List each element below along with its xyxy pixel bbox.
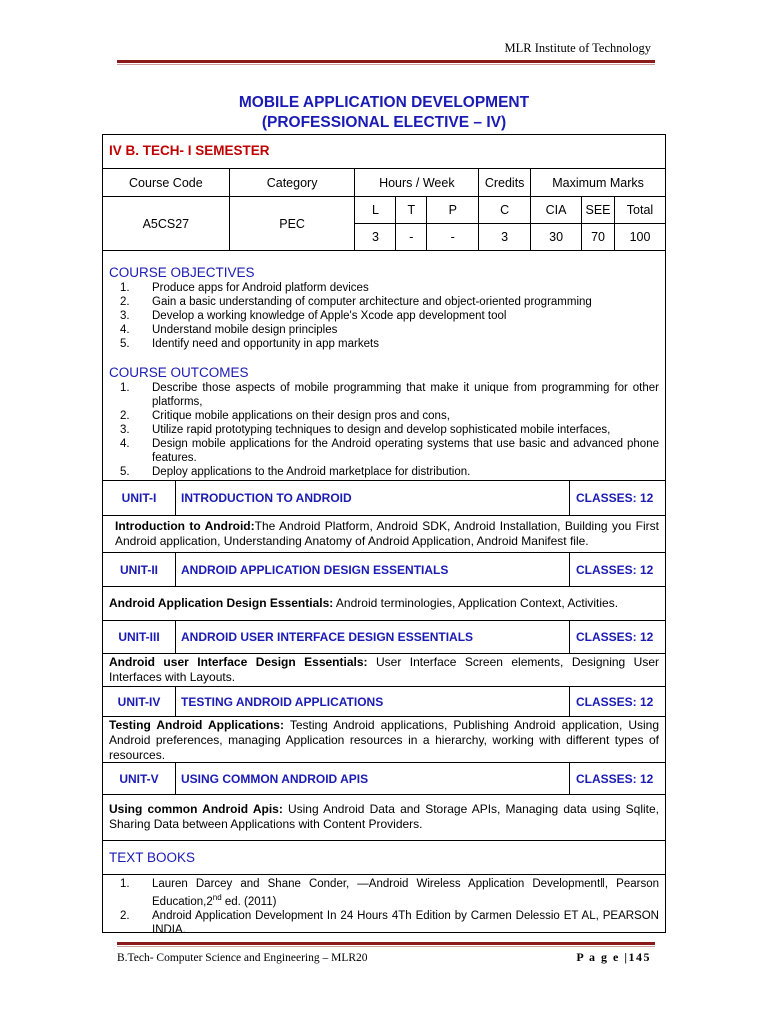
footer-program: B.Tech- Computer Science and Engineering – MLR20	[117, 952, 368, 964]
t-value: -	[396, 224, 427, 251]
course-title: MOBILE APPLICATION DEVELOPMENT	[238, 94, 530, 111]
unit-classes: CLASSES: 12	[576, 694, 654, 709]
list-item: 5. Identify need and opportunity in app markets	[120, 338, 379, 350]
th-max-marks: Maximum Marks	[531, 169, 666, 197]
list-item: 3. Utilize rapid prototyping techniques to design and develop sophisticated mobile interfaces,	[120, 424, 611, 436]
th-c: C	[479, 197, 531, 224]
th-l: L	[355, 197, 396, 224]
unit-row-2	[102, 552, 666, 587]
category-value: PEC	[229, 197, 355, 251]
th-category: Category	[229, 169, 355, 197]
unit-row-3	[102, 620, 666, 654]
th-t: T	[396, 197, 427, 224]
semester-label: IV B. TECH- I SEMESTER	[109, 143, 270, 158]
footer-rule	[117, 942, 655, 945]
unit-label: UNIT-IV	[103, 687, 176, 716]
th-cia: CIA	[531, 197, 582, 224]
course-subtitle: (PROFESSIONAL ELECTIVE – IV)	[261, 114, 507, 131]
unit-classes: CLASSES: 12	[576, 491, 654, 505]
unit-row-5	[102, 762, 666, 795]
outcomes-list	[109, 381, 659, 479]
th-total: Total	[615, 197, 666, 224]
unit-label: UNIT-V	[103, 763, 176, 794]
unit-description-5: Using common Android Apis: Using Android Data and Storage APIs, Managing data using Sqlite, Sharing Data between Applications with Content Providers.	[102, 795, 666, 840]
unit-title: TESTING ANDROID APPLICATIONS	[175, 687, 570, 716]
footer-page: P a g e |145	[576, 950, 651, 964]
unit-description-1: Introduction to Android:The Android Platform, Android SDK, Android Installation, Building you First Android application, Understanding Anatomy of Android Application, Android Manifest file.	[102, 516, 666, 552]
objectives-list	[109, 281, 659, 351]
outcomes-heading: COURSE OUTCOMES	[109, 365, 249, 380]
l-value: 3	[355, 224, 396, 251]
textbooks-heading: TEXT BOOKS	[109, 850, 196, 865]
semester-box	[102, 134, 666, 169]
p-value: -	[427, 224, 479, 251]
list-item: 4. Design mobile applications for the Android operating systems that use basic and advanced phone features.	[120, 438, 659, 464]
unit-classes: CLASSES: 12	[576, 562, 654, 577]
cia-value: 30	[531, 224, 582, 251]
list-item: 1. Lauren Darcey and Shane Conder, ―Android Wireless Application Development‖, Pearson Education,2nd ed. (2011)	[120, 878, 659, 908]
th-p: P	[427, 197, 479, 224]
list-item: 3. Develop a working knowledge of Apple's Xcode app development tool	[120, 310, 507, 322]
unit-label: UNIT-II	[103, 553, 176, 586]
th-course-code: Course Code	[103, 169, 230, 197]
course-code-value: A5CS27	[103, 197, 230, 251]
th-see: SEE	[582, 197, 615, 224]
list-item: 2. Gain a basic understanding of computer architecture and object-oriented programming	[120, 296, 592, 308]
unit-title: ANDROID APPLICATION DESIGN ESSENTIALS	[175, 553, 570, 586]
c-value: 3	[479, 224, 531, 251]
unit-description-2: Android Application Design Essentials: Android terminologies, Application Context, Activities.	[102, 587, 666, 620]
unit-title: USING COMMON ANDROID APIS	[175, 763, 570, 794]
list-item: 2. Android Application Development In 24 Hours 4Th Edition by Carmen Delessio ET AL, PEARSON INDIA.	[120, 909, 659, 936]
unit-title: INTRODUCTION TO ANDROID	[175, 481, 570, 515]
unit-row-1	[102, 480, 666, 516]
list-item: 2. Critique mobile applications on their design pros and cons,	[120, 410, 450, 422]
unit-row-4	[102, 686, 666, 717]
textbooks-list	[109, 877, 659, 937]
unit-description-3: Android user Interface Design Essentials: User Interface Screen elements, Designing User Interfaces with Layouts.	[102, 654, 666, 686]
unit-title: ANDROID USER INTERFACE DESIGN ESSENTIALS	[175, 621, 570, 653]
institute-name: MLR Institute of Technology	[504, 41, 651, 55]
list-item: 1. Produce apps for Android platform devices	[120, 282, 369, 294]
textbooks-box	[102, 840, 666, 875]
list-item: 5. Deploy applications to the Android marketplace for distribution.	[120, 466, 471, 478]
footer-rule-thin	[117, 946, 655, 947]
objectives-heading: COURSE OBJECTIVES	[109, 265, 255, 280]
total-value: 100	[615, 224, 666, 251]
unit-classes: CLASSES: 12	[576, 771, 654, 786]
th-hours-week: Hours / Week	[355, 169, 479, 197]
see-value: 70	[582, 224, 615, 251]
course-info-table	[102, 168, 666, 251]
th-credits: Credits	[479, 169, 531, 197]
textbooks-list-box	[102, 875, 666, 936]
header-rule-thin	[117, 64, 655, 65]
unit-label: UNIT-III	[103, 621, 176, 653]
list-item: 4. Understand mobile design principles	[120, 324, 338, 336]
objectives-outcomes-box	[102, 250, 666, 480]
unit-label: UNIT-I	[103, 481, 176, 515]
header-rule	[117, 60, 655, 63]
unit-description-4: Testing Android Applications: Testing Android applications, Publishing Android application, Using Android preferences, managing Application resources in a hierarchy, working with different types of resources.	[102, 717, 666, 762]
unit-classes: CLASSES: 12	[576, 630, 654, 644]
list-item: 1. Describe those aspects of mobile programming that make it unique from programming for other platforms,	[120, 382, 659, 408]
